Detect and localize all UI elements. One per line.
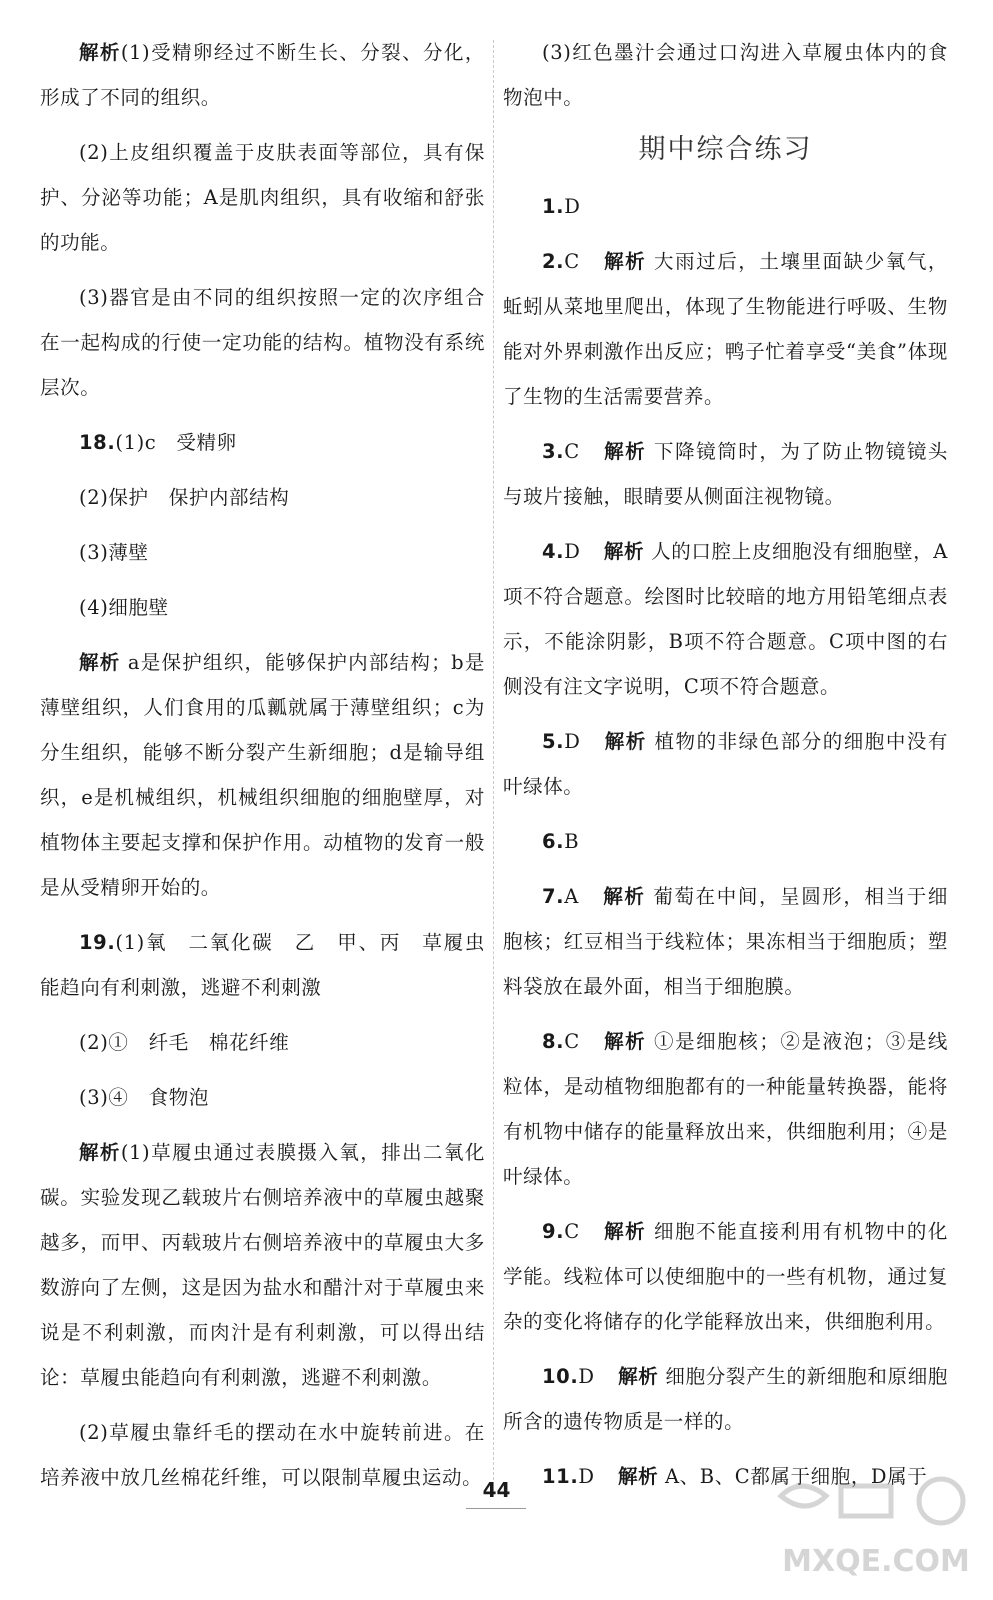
answer-letter: D [564,195,581,218]
answer-letter: B [564,830,580,853]
question-number: 3. [542,440,565,463]
paragraph-text: 细胞分裂产生的新细胞和原细胞所含的遗传物质是一样的。 [503,1365,948,1433]
answer-letter: C [564,1220,580,1243]
answer-letter: C [564,250,580,273]
paragraph-text: (3)红色墨汁会通过口沟进入草履虫体内的食物泡中。 [503,41,948,109]
paragraph-text: (1)受精卵经过不断生长、分裂、分化，形成了不同的组织。 [40,41,485,109]
paragraph-text: (1)草履虫通过表膜摄入氧，排出二氧化碳。实验发现乙载玻片右侧培养液中的草履虫越聚越多，而甲、丙载玻片右侧培养液中的草履虫大多数游向了左侧，这是因为盐水和醋汁对于草履虫来说是不利刺激，而肉汁是有利刺激，可以得出结论：草履虫能趋向有利刺激，逃避不利刺激。 [40,1141,485,1389]
answer-paragraph [40,1020,485,1065]
paragraph-text: (3)④ 食物泡 [79,1086,209,1109]
column-divider [493,40,494,1480]
question-number: 10. [542,1365,579,1388]
question-answer [503,429,948,519]
analysis-label: 解析 [603,1220,647,1243]
question-answer [503,1019,948,1199]
question-answer [503,819,948,864]
answer-paragraph [40,275,485,410]
watermark-text: MXQE.COM [782,1544,970,1579]
answer-paragraph [40,585,485,630]
analysis-label: 解析 [79,41,121,64]
analysis-label: 解析 [79,651,121,674]
question-number: 18. [79,431,116,454]
right-column [503,30,948,1509]
question-number: 5. [542,730,565,753]
question-answer [503,184,948,229]
answer-letter: D [578,1465,595,1488]
paragraph-text: (3)器官是由不同的组织按照一定的次序组合在一起构成的行使一定功能的结构。植物没有系统层次。 [40,286,485,399]
question-answer [503,719,948,809]
question-number: 4. [542,540,565,563]
paragraph-text: (2)保护 保护内部结构 [79,486,290,509]
answer-paragraph [40,30,485,120]
paragraph-text: 细胞不能直接利用有机物中的化学能。线粒体可以使细胞中的一些有机物，通过复杂的变化将储存的化学能释放出来，供细胞利用。 [503,1220,948,1333]
analysis-label: 解析 [602,885,646,908]
question-number: 8. [542,1030,565,1053]
analysis-label: 解析 [603,540,645,563]
analysis-label: 解析 [603,1030,647,1053]
paragraph-text: 植物的非绿色部分的细胞中没有叶绿体。 [503,730,948,798]
paragraph-text: 大雨过后，土壤里面缺少氧气，蚯蚓从菜地里爬出，体现了生物能进行呼吸、生物能对外界刺激作出反应；鸭子忙着享受“美食”体现了生物的生活需要营养。 [503,250,948,408]
section-title: 期中综合练习 [638,134,813,165]
paragraph-text: (1)c 受精卵 [115,431,237,454]
question-number: 11. [542,1465,579,1488]
analysis-label: 解析 [603,440,647,463]
paragraph-text: A、B、C都属于细胞，D属于 [665,1465,928,1488]
question-answer [503,1209,948,1344]
question-number: 2. [542,250,565,273]
paragraph-text: (4)细胞壁 [79,596,169,619]
question-number: 9. [542,1220,565,1243]
answer-letter: C [564,1030,580,1053]
answer-letter: D [564,730,581,753]
paragraph-text: ①是细胞核；②是液泡；③是线粒体，是动植物细胞都有的一种能量转换器，能将有机物中储存的能量释放出来，供细胞利用；④是叶绿体。 [503,1030,948,1188]
paragraph-text: 人的口腔上皮细胞没有细胞壁，A项不符合题意。绘图时比较暗的地方用铅笔细点表示，不能涂阴影，B项不符合题意。C项中图的右侧没有注文字说明，C项不符合题意。 [503,540,948,698]
paragraph-text: 葡萄在中间，呈圆形，相当于细胞核；红豆相当于线粒体；果冻相当于细胞质；塑料袋放在最外面，相当于细胞膜。 [503,885,948,998]
question-number: 6. [542,830,565,853]
answer-paragraph [40,1075,485,1120]
answer-paragraph [40,475,485,520]
paragraph-text: (2)① 纤毛 棉花纤维 [79,1031,290,1054]
watermark-logo [771,1466,981,1584]
question-answer [503,239,948,419]
question-answer [40,920,485,1010]
question-answer [503,529,948,709]
left-column [40,30,485,1510]
paragraph-text: (2)上皮组织覆盖于皮肤表面等部位，具有保护、分泌等功能；A是肌肉组织，具有收缩和舒张的功能。 [40,141,485,254]
question-answer [40,420,485,465]
answer-letter: D [564,540,581,563]
question-number: 7. [542,885,565,908]
answer-paragraph [40,640,485,910]
answer-paragraph [40,530,485,575]
paragraph-text: (2)草履虫靠纤毛的摆动在水中旋转前进。在培养液中放几丝棉花纤维，可以限制草履虫运动。 [40,1421,485,1489]
answer-letter: A [564,885,579,908]
paragraph-text: 下降镜筒时，为了防止物镜镜头与玻片接触，眼睛要从侧面注视物镜。 [503,440,948,508]
paragraph-text: (1)氧 二氧化碳 乙 甲、丙 草履虫能趋向有利刺激，逃避不利刺激 [40,931,485,999]
paragraph-text: a是保护组织，能够保护内部结构；b是薄壁组织，人们食用的瓜瓤就属于薄壁组织；c为分生组织，能够不断分裂产生新细胞；d是输导组织，e是机械组织，机械组织细胞的细胞壁厚，对植物体主要起支撑和保护作用。动植物的发育一般是从受精卵开始的。 [40,651,485,899]
analysis-label: 解析 [617,1465,659,1488]
answer-letter: C [564,440,580,463]
analysis-label: 解析 [79,1141,121,1164]
question-number: 1. [542,195,565,218]
analysis-label: 解析 [617,1365,659,1388]
answer-paragraph [503,30,948,120]
question-number: 19. [79,931,116,954]
answer-paragraph [40,130,485,265]
answer-letter: D [578,1365,595,1388]
question-answer [503,1354,948,1444]
paragraph-text: (3)薄壁 [79,541,149,564]
page-number: 44 [482,1478,511,1502]
page-number-rule [466,1508,526,1509]
answer-paragraph [40,1130,485,1400]
analysis-label: 解析 [603,250,647,273]
question-answer [503,874,948,1009]
analysis-label: 解析 [603,730,647,753]
